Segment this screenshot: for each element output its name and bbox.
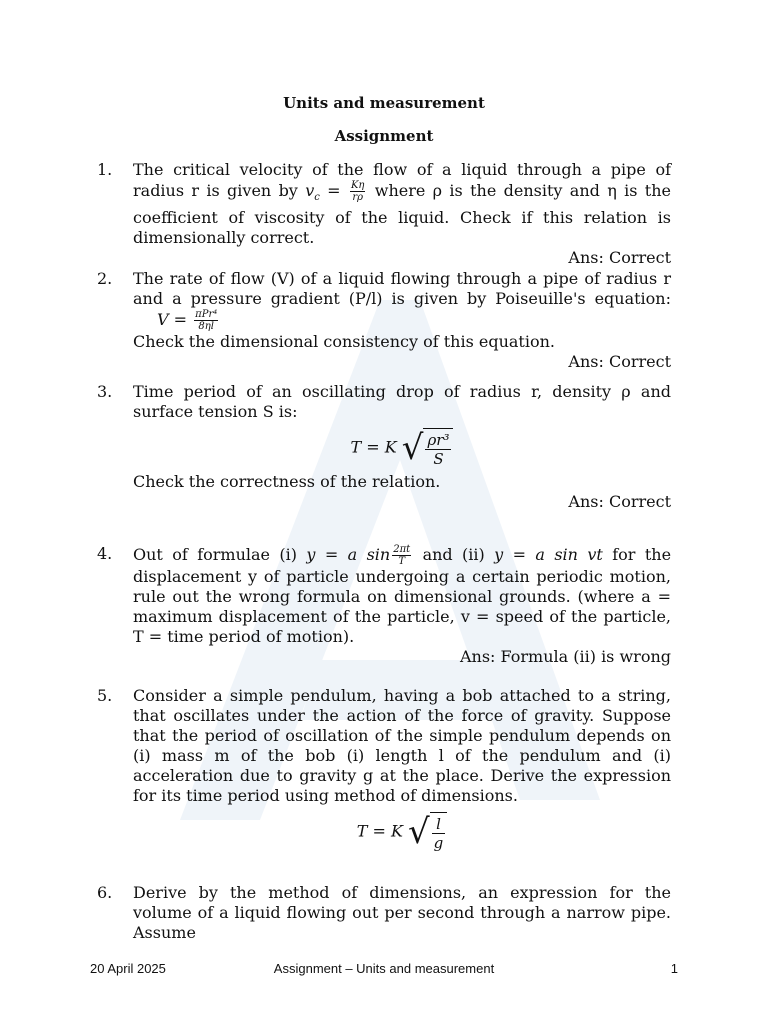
equation-formula-ii: y = a sin vt xyxy=(494,545,603,564)
answer: Ans: Correct xyxy=(568,352,671,371)
question-text-continued: Check the correctness of the relation. xyxy=(133,472,441,491)
question-1 xyxy=(97,160,671,268)
question-text-continued: Check the dimensional consistency of this equation. xyxy=(133,332,555,351)
equation-formula-i: y = a sin $\frac{2\pi t}{T}$ xyxy=(306,544,411,567)
equation-critical-velocity: $v_c$ = $\frac{K\eta}{r\rho}$ xyxy=(305,180,365,204)
answer: Ans: Correct xyxy=(568,248,671,268)
question-number: 5. xyxy=(97,686,113,705)
footer-page-number: 1 xyxy=(670,961,678,976)
question-number: 2. xyxy=(97,269,113,288)
question-5 xyxy=(97,686,671,856)
question-text-continued: where ρ is the density and η is the coefficient of viscosity of the liquid. Check if this relation is dimensionally correct. xyxy=(133,181,671,248)
page-subtitle: Assignment xyxy=(334,127,434,145)
answer: Ans: Correct xyxy=(568,492,671,511)
question-text: Consider a simple pendulum, having a bob attached to a string, that oscillates under the action of the force of gravity. Suppose that the period of oscillation of the simple pendulum depends on (i) mass m of the bob (i) length l of the pendulum and (i) acceleration due to gravity g at the place. Derive the expression for its time period using method of dimensions. xyxy=(133,686,671,805)
equation-pendulum-period: T = K √ $\frac{l}{g}$ xyxy=(133,812,671,852)
question-2 xyxy=(97,269,671,372)
question-text: The rate of flow (V) of a liquid flowing through a pipe of radius r and a pressure gradient (P/l) is given by Poiseuille's equation: xyxy=(133,269,671,308)
footer-title: Assignment – Units and measurement xyxy=(273,961,495,976)
question-number: 4. xyxy=(97,544,113,563)
question-text: Derive by the method of dimensions, an expression for the volume of a liquid flowing out per second through a narrow pipe. Assume xyxy=(133,883,671,942)
question-text: Out of formulae (i) xyxy=(133,545,297,564)
question-number: 6. xyxy=(97,883,113,902)
footer-date: 20 April 2025 xyxy=(90,961,166,976)
question-text-connector: and (ii) xyxy=(422,545,485,564)
answer: Ans: Formula (ii) is wrong xyxy=(459,647,671,666)
question-number: 1. xyxy=(97,160,113,179)
question-text: Time period of an oscillating drop of radius r, density ρ and surface tension S is: xyxy=(133,382,671,421)
page-title: Units and measurement xyxy=(283,94,485,112)
question-text-continued: for the displacement y of particle undergoing a certain periodic motion, rule out the wrong formula on dimensional grounds. (where a = maximum displacement of the particle, v = speed of the particle, T = time period of motion). xyxy=(133,545,672,646)
page-footer xyxy=(0,961,768,981)
question-3 xyxy=(97,382,671,512)
equation-drop-period: T = K √ $\frac{\text{ρr³}}{S}$ xyxy=(133,428,671,468)
question-4 xyxy=(97,544,671,667)
question-6 xyxy=(97,883,671,943)
question-text: The critical velocity of the flow of a liquid through a pipe of radius r is given by xyxy=(133,160,671,200)
question-number: 3. xyxy=(97,382,113,401)
equation-poiseuille: V = $\frac{\text{πPr⁴}}{8\eta l}$ xyxy=(157,309,218,332)
